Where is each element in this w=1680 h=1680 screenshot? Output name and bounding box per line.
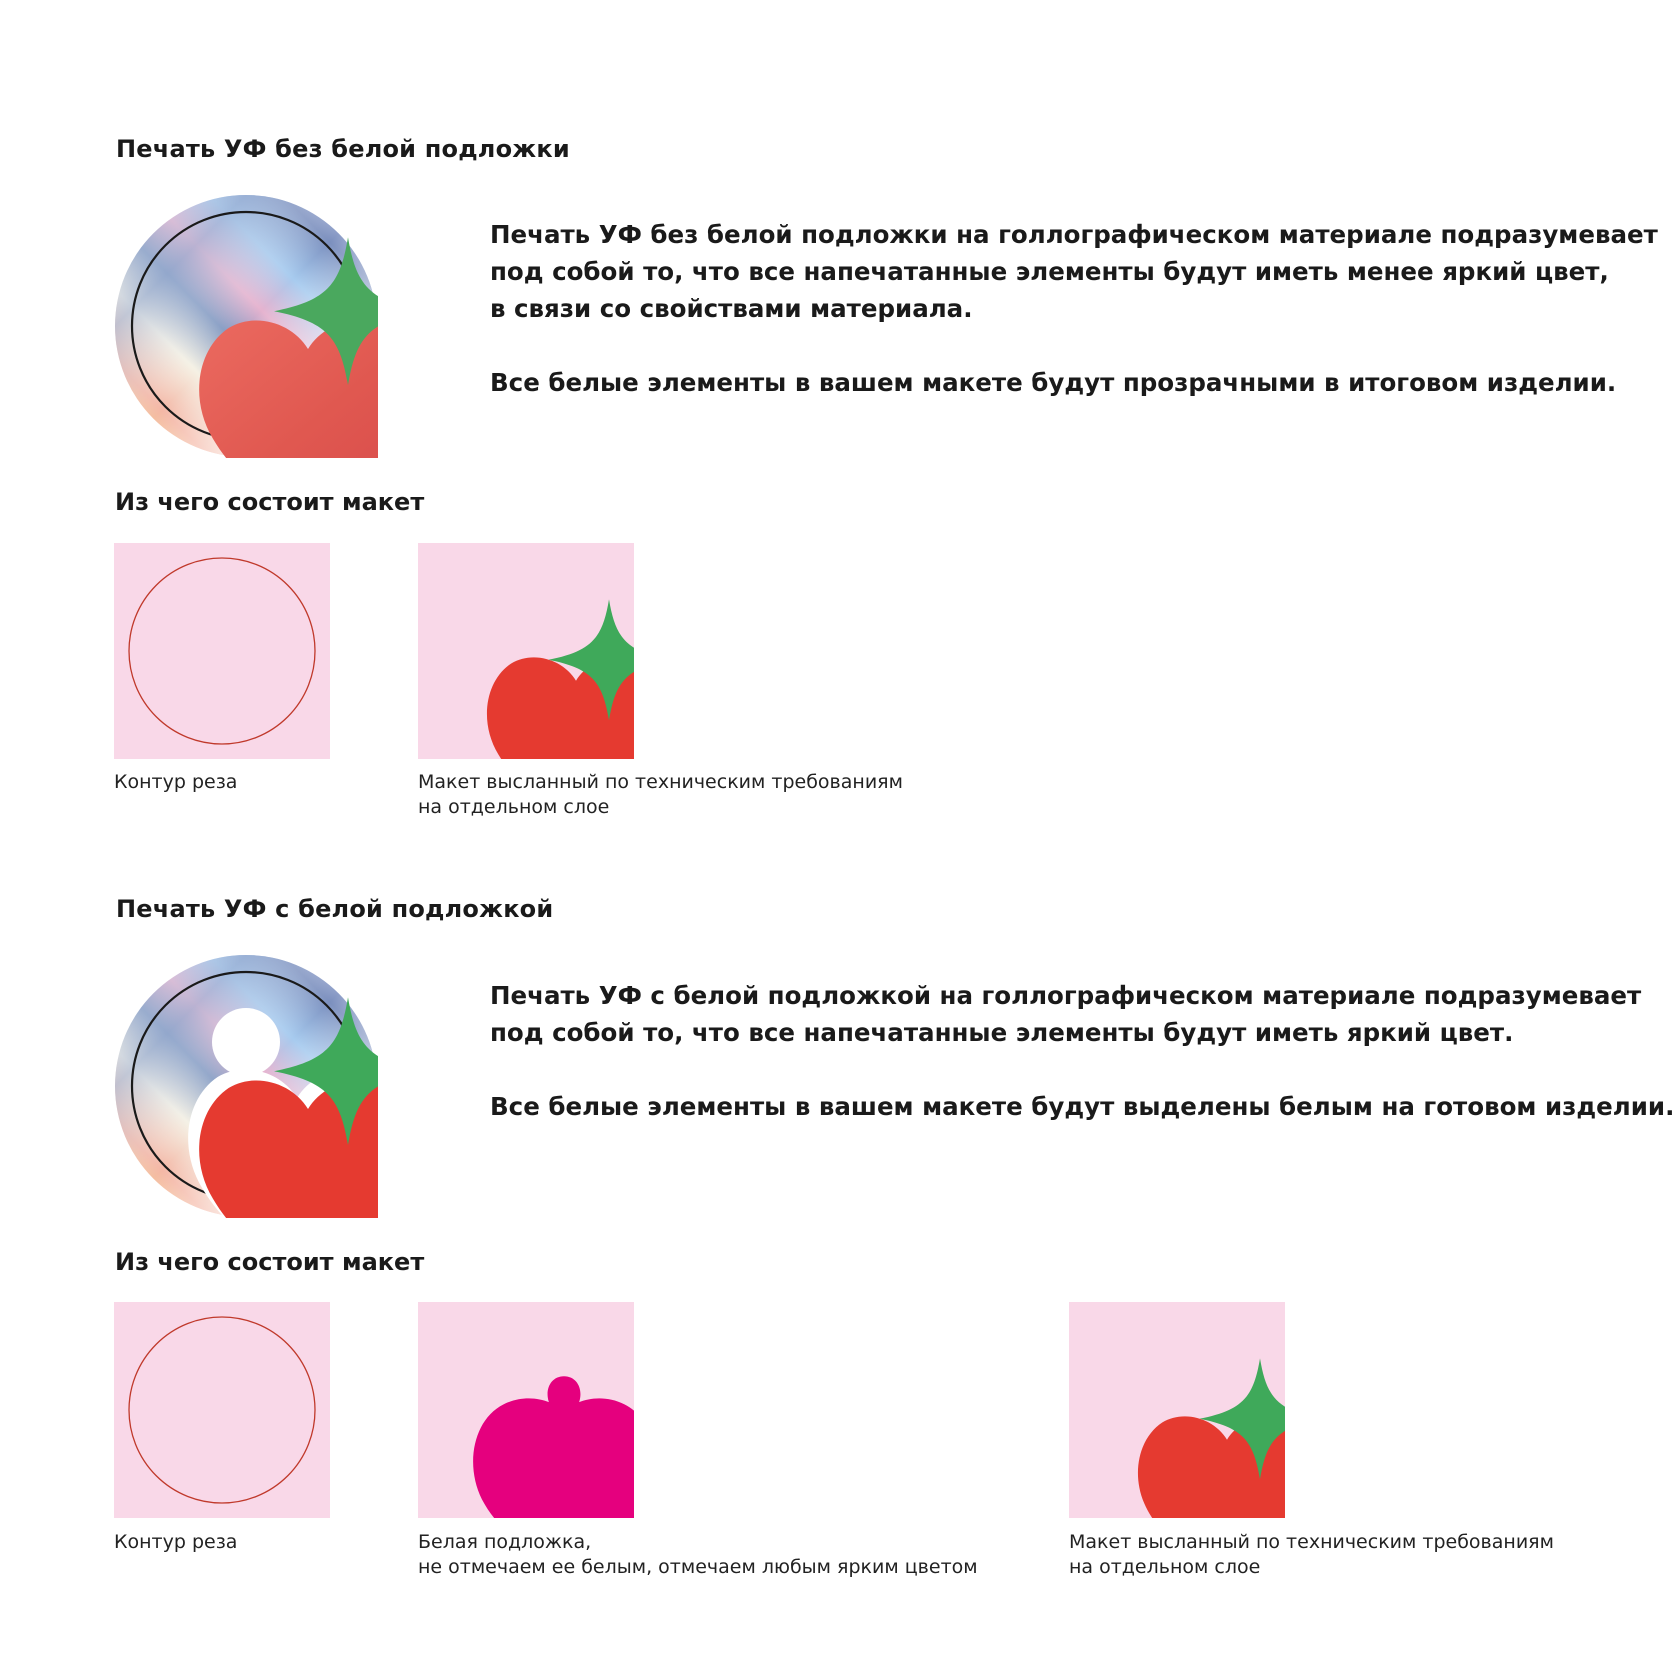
cut-contour-swatch (114, 1302, 330, 1518)
cut-contour-swatch (114, 543, 330, 759)
artwork-swatch (1069, 1302, 1285, 1518)
caption-cut-contour: Контур реза (114, 1531, 238, 1553)
hologram-sticker-no-underlay (114, 194, 378, 458)
desc-line: под собой то, что все напечатанные элементы будут иметь менее яркий цвет, (490, 257, 1609, 286)
caption-white-underlay: Белая подложка, не отмечаем ее белым, отмечаем любым ярким цветом (418, 1531, 978, 1578)
desc-line: Печать УФ без белой подложки на голлографическом материале подразумевает (490, 220, 1658, 249)
description-with-underlay (490, 977, 1674, 1125)
white-underlay-swatch (418, 1302, 634, 1518)
cut-contour-circle (129, 1317, 315, 1503)
layout-composition-title: Из чего состоит макет (115, 1248, 425, 1276)
section-title-with-underlay: Печать УФ с белой подложкой (116, 895, 554, 923)
description-no-underlay (490, 216, 1658, 401)
underlay-shape (473, 1376, 634, 1518)
desc-note: Все белые элементы в вашем макете будут прозрачными в итоговом изделии. (490, 368, 1617, 397)
layout-composition-title: Из чего состоит макет (115, 488, 425, 516)
desc-line: в связи со свойствами материала. (490, 294, 973, 323)
caption-artwork: Макет высланный по техническим требованиям на отдельном слое (418, 771, 903, 818)
caption-cut-contour: Контур реза (114, 771, 238, 793)
desc-line: под собой то, что все напечатанные элементы будут иметь яркий цвет. (490, 1018, 1514, 1047)
caption-artwork: Макет высланный по техническим требованиям на отдельном слое (1069, 1531, 1554, 1578)
cut-contour-circle (129, 558, 315, 744)
desc-line: Печать УФ с белой подложкой на голлографическом материале подразумевает (490, 981, 1642, 1010)
desc-note: Все белые элементы в вашем макете будут выделены белым на готовом изделии. (490, 1092, 1675, 1121)
artwork-swatch (418, 543, 634, 759)
section-title-no-underlay: Печать УФ без белой подложки (116, 135, 570, 163)
hologram-sticker-with-underlay (114, 954, 378, 1218)
